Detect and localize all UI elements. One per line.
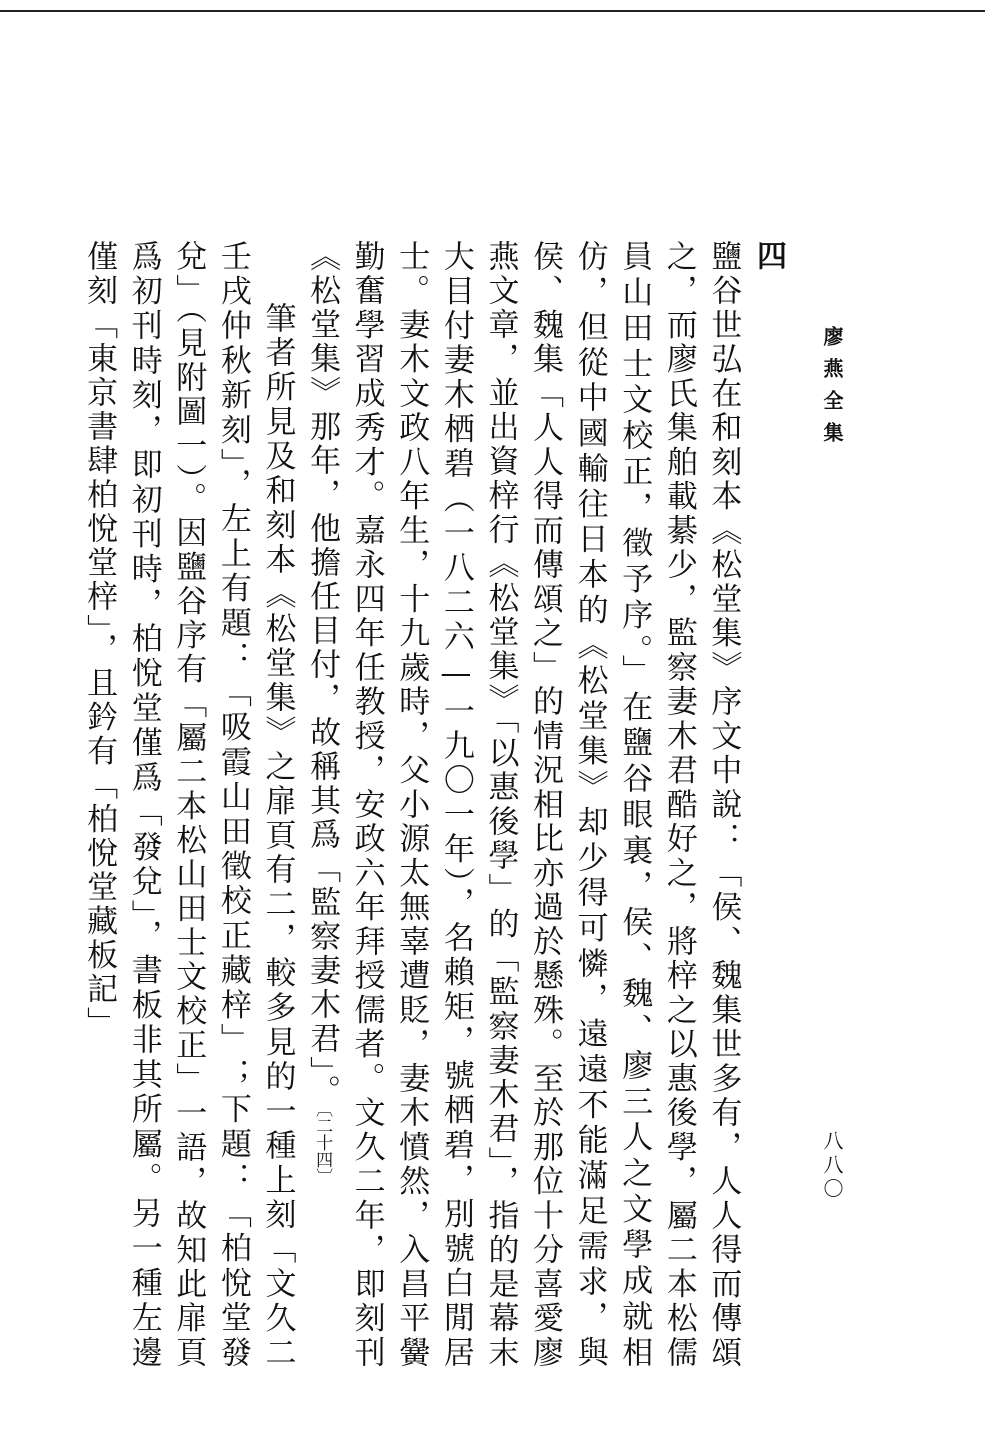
running-head-book-title: 廖燕全集 <box>820 326 844 454</box>
top-rule <box>0 10 985 12</box>
main-text-block <box>81 240 790 1370</box>
section-heading: 四 <box>751 240 786 273</box>
paragraph-2: 筆者所見及和刻本《松堂集》之扉頁有二，較多見的一種上刻「文久二壬戌仲秋新刻」，左上有題：「吸霞山田徵校正藏梓」；下題：「柏悅堂發兌」（見附圖一）。因鹽谷序有「屬二本松山田士文校正」一語，故知此扉頁爲初刊時刻，即初刊時，柏悅堂僅爲「發兌」，書板非其所屬。另一種左邊僅刻「東京書肆柏悅堂梓」，且鈐有「柏悅堂藏板記」 <box>81 240 296 1370</box>
footnote-marker-24: 〔二十四〕 <box>312 1108 333 1185</box>
paragraph-1 <box>299 240 745 1370</box>
page-number: 八八〇 <box>820 1130 844 1202</box>
paragraph-1-text: 鹽谷世弘在和刻本《松堂集》序文中說：「侯、魏集世多有，人人得而傳頌之，而廖氏集舶載綦少，監察妻木君酷好之，將梓之以惠後學，屬二本松儒員山田士文校正，徵予序。」在鹽谷眼裏，侯、魏、廖三人之文學成就相仿，但從中國輸往日本的《松堂集》却少得可憐，遠遠不能滿足需求，與侯、魏集「人人得而傳頌之」的情況相比亦過於懸殊。至於那位十分喜愛廖燕文章，並出資梓行《松堂集》「以惠後學」的「監察妻木君」，指的是幕末大目付妻木栖碧（一八二六—一九〇一年），名賴矩，號栖碧，別號白閒居士。妻木文政八年生，十九歲時，父小源太無辜遭貶，妻木憤然，入昌平黌勤奮學習成秀才。嘉永四年任教授，安政六年拜授儒者。文久二年，即刻刊《松堂集》那年，他擔任目付，故稱其爲「監察妻木君」。 <box>304 240 742 1370</box>
